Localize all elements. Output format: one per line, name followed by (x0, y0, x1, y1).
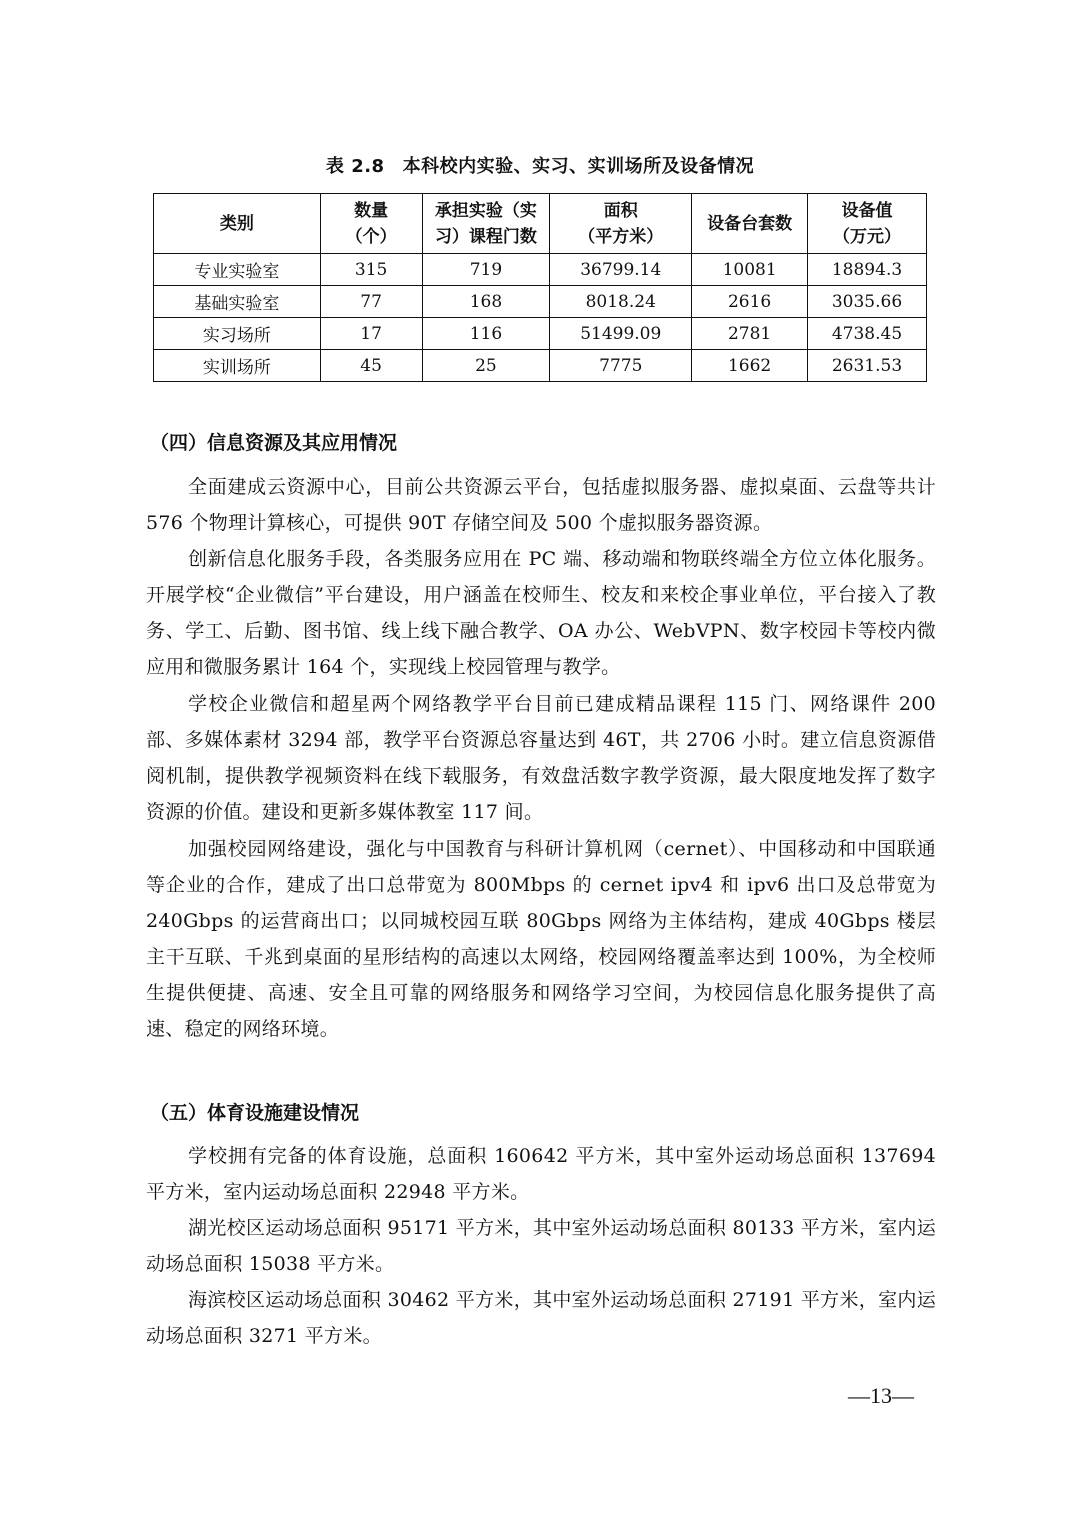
table-cell: 116 (422, 318, 550, 350)
table-cell: 7775 (550, 350, 692, 382)
paragraph: 创新信息化服务手段，各类服务应用在 PC 端、移动端和物联终端全方位立体化服务。开展学校“企业微信”平台建设，用户涵盖在校师生、校友和来校企事业单位，平台接入了教务、学工、后勤、图书馆、线上线下融合教学、OA 办公、WebVPN、数字校园卡等校内微应用和微服务累计 164 个，实现线上校园管理与教学。 (146, 548, 936, 678)
header-equipment-count: 设备台套数 (692, 194, 808, 254)
header-area: 面积 （平方米） (550, 194, 692, 254)
table-row (154, 318, 927, 350)
table-cell: 45 (320, 350, 422, 382)
table-row (154, 254, 927, 286)
table-cell: 18894.3 (808, 254, 927, 286)
table-cell: 3035.66 (808, 286, 927, 318)
table-cell: 36799.14 (550, 254, 692, 286)
paragraph: 海滨校区运动场总面积 30462 平方米，其中室外运动场总面积 27191 平方米，室内运动场总面积 3271 平方米。 (146, 1289, 936, 1347)
table-cell: 1662 (692, 350, 808, 382)
page-number: —13— (848, 1383, 914, 1408)
table-title: 本科校内实验、实习、实训场所及设备情况 (402, 156, 755, 177)
table-cell: 2631.53 (808, 350, 927, 382)
table-cell: 2781 (692, 318, 808, 350)
paragraph: 学校企业微信和超星两个网络教学平台目前已建成精品课程 115 门、网络课件 200 部、多媒体素材 3294 部，教学平台资源总容量达到 46T，共 2706 小时。建立信息资源借阅机制，提供教学视频资料在线下载服务，有效盘活数字教学资源，最大限度地发挥了数字资源的价值。建设和更新多媒体教室 117 间。 (146, 693, 936, 823)
table-cell: 10081 (692, 254, 808, 286)
table-cell: 实训场所 (154, 350, 321, 382)
header-equipment-value: 设备值 （万元） (808, 194, 927, 254)
table-cell: 基础实验室 (154, 286, 321, 318)
header-quantity: 数量 （个） (320, 194, 422, 254)
section-heading-sports-facilities: （五）体育设施建设情况 (150, 1102, 360, 1124)
table-cell: 719 (422, 254, 550, 286)
header-courses: 承担实验（实 习）课程门数 (422, 194, 550, 254)
table-row (154, 350, 927, 382)
table-cell: 4738.45 (808, 318, 927, 350)
table-cell: 77 (320, 286, 422, 318)
table-cell: 8018.24 (550, 286, 692, 318)
table-cell: 51499.09 (550, 318, 692, 350)
paragraph: 加强校园网络建设，强化与中国教育与科研计算机网（cernet）、中国移动和中国联通等企业的合作，建成了出口总带宽为 800Mbps 的 cernet ipv4 和 ipv6 出口及总带宽为 240Gbps 的运营商出口；以同城校园互联 80Gbps 网络为主体结构，建成 40Gbps 楼层主干互联、千兆到桌面的星形结构的高速以太网络，校园网络覆盖率达到 100%，为全校师生提供便捷、高速、安全且可靠的网络服务和网络学习空间，为校园信息化服务提供了高速、稳定的网络环境。 (146, 838, 936, 1040)
table-cell: 2616 (692, 286, 808, 318)
table-cell: 25 (422, 350, 550, 382)
paragraph: 学校拥有完备的体育设施，总面积 160642 平方米，其中室外运动场总面积 137694 平方米，室内运动场总面积 22948 平方米。 (146, 1145, 936, 1203)
paragraph: 全面建成云资源中心，目前公共资源云平台，包括虚拟服务器、虚拟桌面、云盘等共计 576 个物理计算核心，可提供 90T 存储空间及 500 个虚拟服务器资源。 (146, 476, 936, 534)
facilities-table (153, 193, 927, 382)
table-header-row (154, 194, 927, 254)
paragraph: 湖光校区运动场总面积 95171 平方米，其中室外运动场总面积 80133 平方米，室内运动场总面积 15038 平方米。 (146, 1217, 936, 1275)
table-row (154, 286, 927, 318)
table-cell: 17 (320, 318, 422, 350)
table-cell: 专业实验室 (154, 254, 321, 286)
table-number: 表 2.8 (325, 156, 385, 177)
table-caption (0, 152, 1080, 178)
header-category: 类别 (154, 194, 321, 254)
table-cell: 315 (320, 254, 422, 286)
section-heading-info-resources: （四）信息资源及其应用情况 (150, 432, 398, 454)
table-cell: 168 (422, 286, 550, 318)
table-cell: 实习场所 (154, 318, 321, 350)
